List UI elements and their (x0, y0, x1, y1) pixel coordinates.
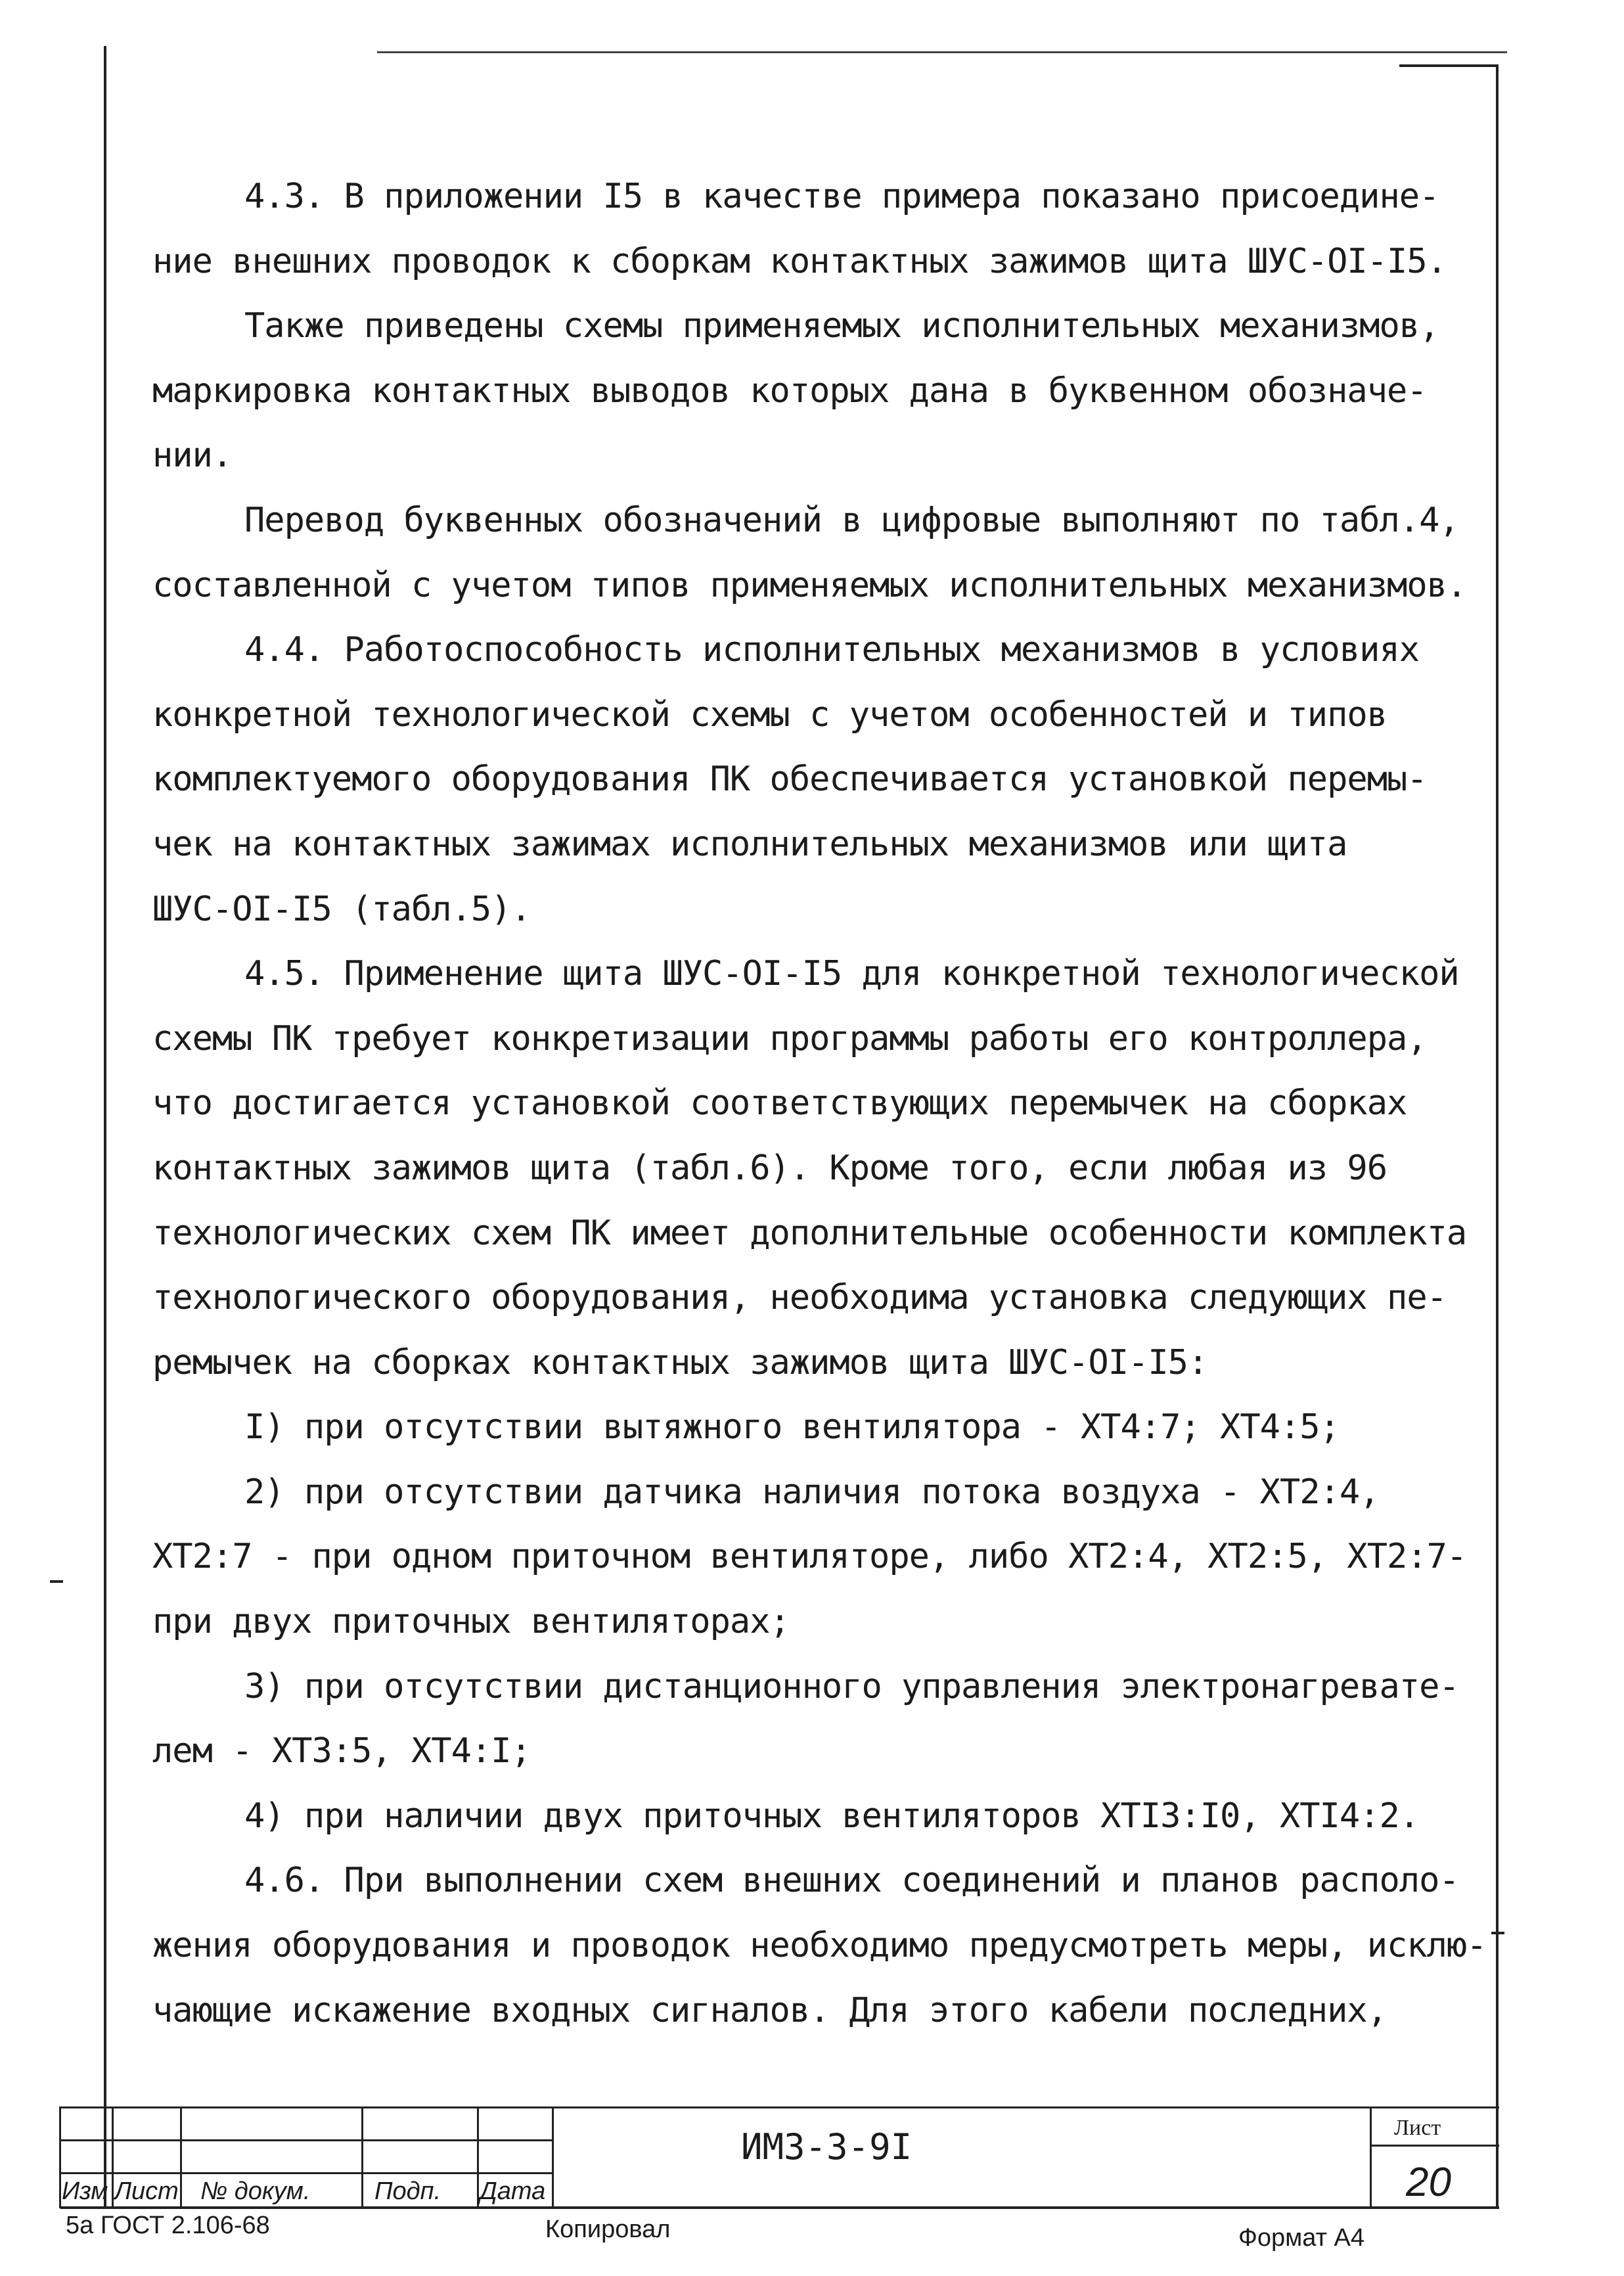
text-line: Перевод буквенных обозначений в цифровые выполняют по табл.4, (244, 500, 1459, 540)
text-line: 4.4. Работоспособность исполнительных механизмов в условиях (244, 630, 1420, 670)
text-line: жения оборудования и проводок необходимо предусмотреть меры, исклю- (152, 1926, 1487, 1966)
text-line: чек на контактных зажимах исполнительных механизмов или щита (152, 824, 1347, 864)
document-id: ИМЗ-3-9I (741, 2126, 913, 2168)
text-line: технологических схем ПК имеет дополнительные особенности комплекта (152, 1213, 1467, 1253)
text-line: составленной с учетом типов применяемых исполнительных механизмов. (152, 565, 1467, 605)
text-line: что достигается установкой соответствующих перемычек на сборках (152, 1083, 1407, 1124)
text-line: 2) при отсутствии датчика наличия потока воздуха - ХТ2:4, (244, 1472, 1380, 1512)
page-frame-left (104, 46, 106, 2208)
text-line: технологического оборудования, необходима установка следующих пе- (152, 1278, 1447, 1318)
text-line: ние внешних проводок к сборкам контактных зажимов щита ШУС-ОI-I5. (152, 241, 1447, 281)
col-data-label: Дата (480, 2177, 546, 2205)
text-line: 4) при наличии двух приточных вентиляторов ХТI3:I0, ХТI4:2. (244, 1796, 1420, 1836)
sheet-label: Лист (1394, 2116, 1441, 2140)
page-frame-top (377, 51, 1507, 53)
text-line: чающие искажение входных сигналов. Для этого кабели последних, (152, 1990, 1387, 2030)
text-line: ХТ2:7 - при одном приточном вентиляторе, либо ХТ2:4, ХТ2:5, ХТ2:7- (152, 1537, 1467, 1577)
text-line: 3) при отсутствии дистанционного управления электронагревате- (244, 1666, 1459, 1706)
footer-copied: Копировал (545, 2216, 671, 2243)
text-line: ШУС-ОI-I5 (табл.5). (152, 889, 531, 929)
text-line: лем - ХТ3:5, ХТ4:I; (152, 1731, 531, 1771)
title-block (59, 2106, 1499, 2208)
text-line: при двух приточных вентиляторах; (152, 1602, 790, 1642)
text-line: Также приведены схемы применяемых исполнительных механизмов, (244, 306, 1439, 346)
text-line: ремычек на сборках контактных зажимов щита ШУС-ОI-I5: (152, 1342, 1208, 1382)
col-doc-label: № докум. (200, 2177, 311, 2205)
text-line: I) при отсутствии вытяжного вентилятора - ХТ4:7; ХТ4:5; (244, 1407, 1340, 1447)
col-podp-label: Подп. (374, 2177, 441, 2205)
text-line: комплектуемого оборудования ПК обеспечивается установкой перемы- (152, 760, 1427, 800)
page-frame-right (1496, 64, 1499, 2208)
text-line: 4.3. В приложении I5 в качестве примера показано присоедине- (244, 177, 1439, 216)
edge-mark (50, 1580, 63, 1583)
footer-gost: 5а ГОСТ 2.106-68 (66, 2212, 270, 2239)
text-line: нии. (152, 436, 233, 476)
col-list-label: Лист (114, 2177, 179, 2205)
sheet-number: 20 (1406, 2160, 1451, 2205)
text-line: 4.6. При выполнении схем внешних соединений и планов располо- (244, 1861, 1459, 1901)
page-frame-top-corner (1399, 64, 1498, 67)
text-line: конкретной технологической схемы с учетом особенностей и типов (152, 694, 1387, 735)
text-line: контактных зажимов щита (табл.6). Кроме того, если любая из 96 (152, 1148, 1387, 1188)
text-line: 4.5. Применение щита ШУС-ОI-I5 для конкретной технологической (244, 954, 1459, 994)
text-line: схемы ПК требует конкретизации программы работы его контроллера, (152, 1018, 1427, 1058)
footer-format: Формат А4 (1238, 2224, 1365, 2252)
edge-mark (1491, 1932, 1504, 1934)
document-body (152, 164, 1487, 2043)
text-line: маркировка контактных выводов которых дана в буквенном обозначе- (152, 371, 1427, 411)
col-izm-label: Изм (62, 2177, 108, 2205)
